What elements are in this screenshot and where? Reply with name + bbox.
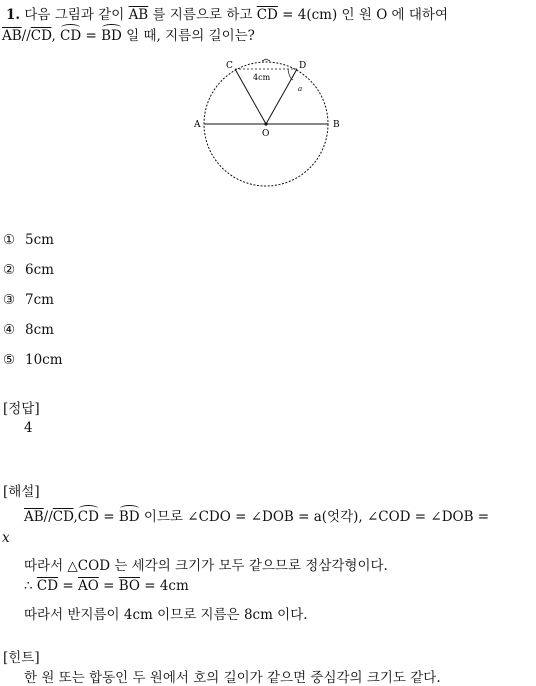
label-c: C <box>226 61 233 71</box>
choice-1[interactable] <box>3 232 54 248</box>
label-a: A <box>194 120 201 130</box>
question-line-1 <box>6 3 448 23</box>
segment-cd: $\overline{CD}$ <box>256 7 278 23</box>
arc-tick-mark <box>262 59 270 61</box>
answer-header: [정답] <box>3 401 40 417</box>
explanation-header: [해설] <box>3 484 40 500</box>
question-text-prefix: 다음 그림과 같이 <box>24 7 125 23</box>
explanation-line-1-wrap: x <box>2 530 10 546</box>
comma: , <box>51 28 56 44</box>
choice-3-mark: ③ <box>3 292 16 308</box>
label-o: O <box>262 129 270 139</box>
exp-segment-ao: $\overline{AO}$ <box>77 578 99 594</box>
choice-3-text: 7cm <box>25 292 54 308</box>
choice-5-mark: ⑤ <box>3 352 16 368</box>
exp-comma: , <box>73 509 78 525</box>
circle-figure <box>186 54 366 194</box>
parallel-sign: // <box>21 28 31 44</box>
choice-3[interactable] <box>3 292 54 308</box>
exp-segment-cd-2: $\overline{CD}$ <box>36 578 59 594</box>
exp-arc-bd: BD <box>118 509 140 525</box>
question-line-2 <box>2 24 255 44</box>
label-d: D <box>299 61 307 71</box>
equals-sign: = <box>85 28 97 44</box>
exp-eq1: = <box>62 578 74 594</box>
hint-header: [힌트] <box>3 650 40 666</box>
choice-2-mark: ② <box>3 262 16 278</box>
choice-5-text: 10cm <box>25 352 63 368</box>
arc-bd: BD <box>101 28 122 44</box>
choice-1-text: 5cm <box>25 232 54 248</box>
question-text-line2-suffix: 일 때, 지름의 길이는? <box>126 28 255 44</box>
therefore-sign: ∴ <box>24 578 33 594</box>
exp-parallel: // <box>43 509 53 525</box>
segment-cd-2: $\overline{CD}$ <box>30 28 52 44</box>
choice-1-mark: ① <box>3 232 16 248</box>
choice-4-mark: ④ <box>3 322 16 338</box>
choice-4[interactable] <box>3 322 54 338</box>
choice-2[interactable] <box>3 262 54 278</box>
explanation-line-4: 따라서 반지름이 4cm 이므로 지름은 8cm 이다. <box>24 607 308 623</box>
exp-segment-cd: $\overline{CD}$ <box>52 509 74 525</box>
segment-ab: $\overline{AB}$ <box>128 7 149 23</box>
exp-equals: = <box>103 509 115 525</box>
label-length: 4cm <box>253 73 271 82</box>
choice-2-text: 6cm <box>25 262 54 278</box>
exp-segment-bo: $\overline{BO}$ <box>118 578 140 594</box>
exp-eq2: = <box>103 578 115 594</box>
choice-4-text: 8cm <box>25 322 54 338</box>
explanation-line-1 <box>24 505 489 525</box>
hint-text: 한 원 또는 합동인 두 원에서 호의 길이가 같으면 중심각의 크기도 같다. <box>24 670 441 686</box>
label-b: B <box>333 120 340 130</box>
exp-segment-ab: $\overline{AB}$ <box>24 509 44 525</box>
label-angle-a: a <box>298 85 303 93</box>
question-number: 1. <box>6 7 21 23</box>
arc-cd: CD <box>60 28 82 44</box>
exp-line3-rest: = 4cm <box>144 578 189 594</box>
exp-line1-rest: 이므로 ∠CDO = ∠DOB = a(엇각), ∠COD = ∠DOB = <box>143 509 490 525</box>
segment-ab-2: $\overline{AB}$ <box>2 28 22 44</box>
explanation-line-3 <box>24 578 189 594</box>
center-point <box>264 122 267 125</box>
choice-5[interactable] <box>3 352 63 368</box>
question-text-suffix: = 4(cm) 인 원 O 에 대하여 <box>282 7 449 23</box>
radius-od <box>266 69 297 124</box>
explanation-line-2: 따라서 △COD 는 세각의 크기가 모두 같으므로 정삼각형이다. <box>24 558 388 574</box>
answer-value: 4 <box>24 420 33 436</box>
exp-arc-cd: CD <box>77 509 99 525</box>
question-text-mid: 를 지름으로 하고 <box>152 7 253 23</box>
